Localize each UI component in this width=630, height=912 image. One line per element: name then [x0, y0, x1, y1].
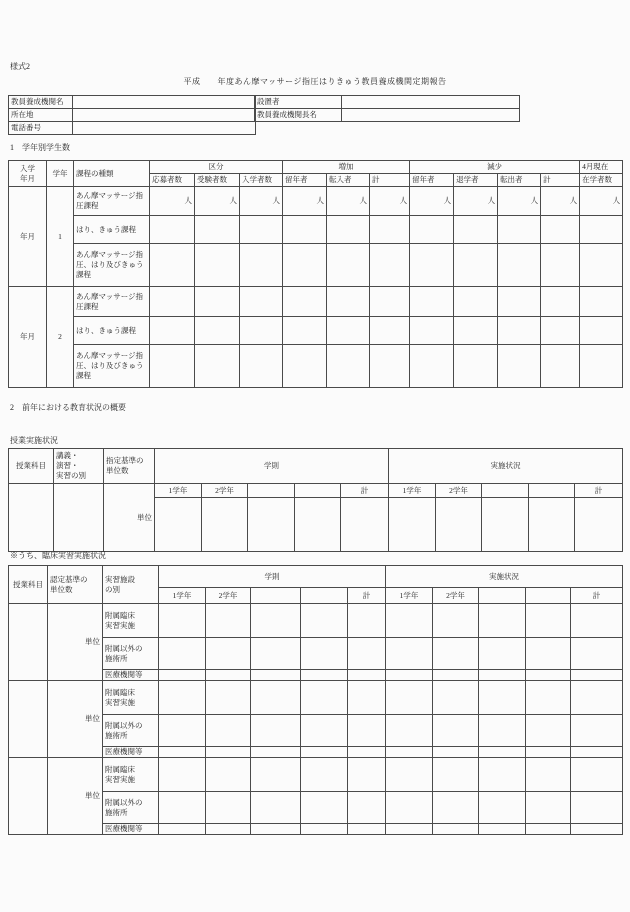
implementation-group-header: 実施状況 — [389, 449, 623, 484]
data-cell — [498, 244, 541, 287]
data-cell — [454, 216, 498, 244]
data-cell — [386, 747, 433, 758]
address-label: 所在地 — [9, 109, 73, 122]
data-cell — [454, 287, 498, 317]
data-cell — [348, 681, 386, 715]
data-cell — [541, 216, 580, 244]
data-cell — [571, 824, 623, 835]
data-cell — [454, 244, 498, 287]
data-cell — [206, 824, 251, 835]
data-cell — [301, 681, 348, 715]
repeaters-out-header: 留年者 — [410, 174, 454, 187]
data-cell — [571, 747, 623, 758]
data-cell — [251, 681, 301, 715]
data-cell — [301, 824, 348, 835]
data-cell — [295, 498, 341, 552]
dropouts-header: 退学者 — [454, 174, 498, 187]
data-cell — [479, 747, 526, 758]
data-cell — [348, 670, 386, 681]
total-header: 計 — [571, 588, 623, 604]
data-cell — [479, 715, 526, 747]
kind-value-cell — [54, 484, 104, 552]
course-type-header: 課程の種類 — [74, 161, 150, 187]
admission-date-header: 入学 年月 — [9, 161, 47, 187]
data-cell — [370, 244, 410, 287]
course-name-cell: はり、きゅう課程 — [74, 317, 150, 345]
data-cell — [386, 758, 433, 792]
data-cell — [301, 758, 348, 792]
data-cell — [283, 216, 327, 244]
course-name-cell: あん摩マッサージ指圧課程 — [74, 287, 150, 317]
data-cell — [159, 670, 206, 681]
facility-nonattached-label: 附属以外の 施術所 — [103, 792, 159, 824]
entrants-header: 入学者数 — [240, 174, 283, 187]
subject-header: 授業科目 — [9, 566, 48, 604]
data-cell — [206, 747, 251, 758]
person-unit-cell: 人 — [498, 187, 541, 216]
data-cell — [482, 498, 529, 552]
data-cell — [283, 244, 327, 287]
data-cell — [433, 604, 479, 638]
data-cell — [348, 604, 386, 638]
data-cell — [526, 670, 571, 681]
repeaters-in-header: 留年者 — [283, 174, 327, 187]
unit-label-cell: 単位 — [48, 758, 103, 835]
empty-subheader-cell — [526, 588, 571, 604]
data-cell — [498, 317, 541, 345]
data-cell — [251, 670, 301, 681]
total-header: 計 — [575, 484, 623, 498]
data-cell — [240, 244, 283, 287]
data-cell — [571, 758, 623, 792]
form-number-label: 様式2 — [10, 62, 30, 71]
person-unit-cell: 人 — [370, 187, 410, 216]
data-cell — [150, 345, 195, 388]
data-cell — [159, 681, 206, 715]
institution-info-table-right — [254, 95, 520, 122]
empty-subheader-cell — [482, 484, 529, 498]
data-cell — [301, 747, 348, 758]
data-cell — [251, 792, 301, 824]
empty-subheader-cell — [301, 588, 348, 604]
school-rules-group-header: 学則 — [155, 449, 389, 484]
facility-medical-label: 医療機関等 — [103, 824, 159, 835]
data-cell — [150, 216, 195, 244]
data-cell — [541, 287, 580, 317]
data-cell — [433, 747, 479, 758]
year2-header: 2学年 — [202, 484, 248, 498]
data-cell — [341, 498, 389, 552]
april-current-header: 4月現在 — [580, 161, 623, 174]
person-unit-cell: 人 — [283, 187, 327, 216]
data-cell — [206, 792, 251, 824]
phone-value — [73, 122, 256, 135]
lecture-kind-header: 講義・ 演習・ 実習の別 — [54, 449, 104, 484]
data-cell — [301, 715, 348, 747]
data-cell — [529, 498, 575, 552]
data-cell — [195, 287, 240, 317]
data-cell — [348, 824, 386, 835]
subject-value-cell — [9, 758, 48, 835]
page-title: 平成 年度あん摩マッサージ指圧はりきゅう教員養成機関定期報告 — [183, 77, 447, 86]
empty-subheader-cell — [295, 484, 341, 498]
data-cell — [580, 287, 623, 317]
data-cell — [327, 216, 370, 244]
data-cell — [571, 638, 623, 670]
data-cell — [251, 758, 301, 792]
decrease-group-header: 減少 — [410, 161, 580, 174]
data-cell — [195, 244, 240, 287]
data-cell — [348, 638, 386, 670]
person-unit-cell: 人 — [580, 187, 623, 216]
data-cell — [571, 604, 623, 638]
org-name-label: 教員養成機関名 — [9, 96, 73, 109]
data-cell — [348, 792, 386, 824]
increase-group-header: 増加 — [283, 161, 410, 174]
data-cell — [348, 747, 386, 758]
data-cell — [251, 747, 301, 758]
data-cell — [571, 681, 623, 715]
data-cell — [327, 345, 370, 388]
data-cell — [526, 604, 571, 638]
year1-header: 1学年 — [159, 588, 206, 604]
total-header: 計 — [341, 484, 389, 498]
data-cell — [541, 244, 580, 287]
data-cell — [327, 287, 370, 317]
data-cell — [370, 216, 410, 244]
year2-header: 2学年 — [436, 484, 482, 498]
facility-attached-label: 附属臨床 実習実施 — [103, 758, 159, 792]
data-cell — [283, 345, 327, 388]
decrease-total-header: 計 — [541, 174, 580, 187]
data-cell — [575, 498, 623, 552]
data-cell — [370, 317, 410, 345]
person-unit-cell: 人 — [150, 187, 195, 216]
empty-subheader-cell — [529, 484, 575, 498]
transfers-in-header: 転入者 — [327, 174, 370, 187]
data-cell — [410, 345, 454, 388]
course-name-cell: はり、きゅう課程 — [74, 216, 150, 244]
data-cell — [251, 715, 301, 747]
empty-subheader-cell — [251, 588, 301, 604]
data-cell — [526, 792, 571, 824]
data-cell — [433, 758, 479, 792]
phone-label: 電話番号 — [9, 122, 73, 135]
founder-value — [342, 96, 520, 109]
data-cell — [240, 216, 283, 244]
facility-nonattached-label: 附属以外の 施術所 — [103, 715, 159, 747]
data-cell — [155, 498, 202, 552]
data-cell — [571, 792, 623, 824]
data-cell — [370, 345, 410, 388]
data-cell — [436, 498, 482, 552]
data-cell — [386, 638, 433, 670]
data-cell — [580, 216, 623, 244]
data-cell — [541, 345, 580, 388]
data-cell — [348, 715, 386, 747]
data-cell — [202, 498, 248, 552]
data-cell — [386, 792, 433, 824]
data-cell — [526, 824, 571, 835]
facility-nonattached-label: 附属以外の 施術所 — [103, 638, 159, 670]
data-cell — [433, 792, 479, 824]
data-cell — [433, 715, 479, 747]
data-cell — [301, 792, 348, 824]
data-cell — [386, 670, 433, 681]
data-cell — [386, 604, 433, 638]
data-cell — [571, 715, 623, 747]
data-cell — [479, 758, 526, 792]
increase-total-header: 計 — [370, 174, 410, 187]
data-cell — [433, 670, 479, 681]
unit-label-cell: 単位 — [48, 604, 103, 681]
data-cell — [386, 824, 433, 835]
data-cell — [410, 244, 454, 287]
data-cell — [248, 498, 295, 552]
founder-label: 設置者 — [255, 96, 342, 109]
clinical-status-table — [8, 565, 623, 835]
data-cell — [206, 670, 251, 681]
data-cell — [206, 638, 251, 670]
total-header: 計 — [348, 588, 386, 604]
data-cell — [206, 715, 251, 747]
applicants-header: 応募者数 — [150, 174, 195, 187]
subject-value-cell — [9, 604, 48, 681]
org-name-value — [73, 96, 256, 109]
data-cell — [571, 670, 623, 681]
data-cell — [159, 747, 206, 758]
data-cell — [498, 345, 541, 388]
data-cell — [389, 498, 436, 552]
data-cell — [498, 287, 541, 317]
data-cell — [251, 604, 301, 638]
data-cell — [479, 824, 526, 835]
director-label: 教員養成機関長名 — [255, 109, 342, 122]
person-unit-cell: 人 — [541, 187, 580, 216]
data-cell — [240, 345, 283, 388]
grade-header: 学年 — [47, 161, 74, 187]
unit-label-cell: 単位 — [48, 681, 103, 758]
class-status-heading: 授業実施状況 — [10, 436, 58, 445]
facility-type-header: 実習施設 の別 — [103, 566, 159, 604]
data-cell — [479, 604, 526, 638]
subject-value-cell — [9, 681, 48, 758]
year1-header: 1学年 — [389, 484, 436, 498]
subject-header: 授業科目 — [9, 449, 54, 484]
data-cell — [251, 638, 301, 670]
data-cell — [526, 715, 571, 747]
data-cell — [410, 216, 454, 244]
category-group-header: 区分 — [150, 161, 283, 174]
person-unit-cell: 人 — [454, 187, 498, 216]
yearmonth-cell: 年月 — [9, 287, 47, 388]
data-cell — [283, 317, 327, 345]
data-cell — [159, 638, 206, 670]
empty-subheader-cell — [479, 588, 526, 604]
data-cell — [206, 681, 251, 715]
data-cell — [348, 758, 386, 792]
section1-heading: 1 学年別学生数 — [10, 143, 70, 152]
year2-header: 2学年 — [433, 588, 479, 604]
class-status-table — [8, 448, 623, 552]
data-cell — [301, 638, 348, 670]
clinical-status-heading: ※うち、臨床実習実施状況 — [10, 551, 106, 560]
year2-header: 2学年 — [206, 588, 251, 604]
data-cell — [251, 824, 301, 835]
data-cell — [301, 604, 348, 638]
data-cell — [159, 715, 206, 747]
data-cell — [498, 216, 541, 244]
implementation-group-header: 実施状況 — [386, 566, 623, 588]
data-cell — [206, 758, 251, 792]
data-cell — [327, 244, 370, 287]
data-cell — [195, 345, 240, 388]
data-cell — [580, 317, 623, 345]
data-cell — [410, 317, 454, 345]
data-cell — [159, 792, 206, 824]
course-name-cell: あん摩マッサージ指圧、はり及びきゅう課程 — [74, 244, 150, 287]
year1-header: 1学年 — [386, 588, 433, 604]
data-cell — [386, 715, 433, 747]
data-cell — [479, 792, 526, 824]
data-cell — [541, 317, 580, 345]
data-cell — [327, 317, 370, 345]
data-cell — [526, 638, 571, 670]
year1-header: 1学年 — [155, 484, 202, 498]
transfers-out-header: 転出者 — [498, 174, 541, 187]
school-rules-group-header: 学則 — [159, 566, 386, 588]
data-cell — [580, 345, 623, 388]
students-table — [8, 160, 623, 388]
data-cell — [454, 345, 498, 388]
course-name-cell: あん摩マッサージ指圧課程 — [74, 187, 150, 216]
data-cell — [580, 244, 623, 287]
data-cell — [479, 638, 526, 670]
data-cell — [195, 216, 240, 244]
data-cell — [159, 604, 206, 638]
data-cell — [206, 604, 251, 638]
yearmonth-cell: 年月 — [9, 187, 47, 287]
director-value — [342, 109, 520, 122]
data-cell — [386, 681, 433, 715]
data-cell — [150, 287, 195, 317]
data-cell — [433, 638, 479, 670]
enrolled-header: 在学者数 — [580, 174, 623, 187]
data-cell — [195, 317, 240, 345]
address-value — [73, 109, 256, 122]
person-unit-cell: 人 — [195, 187, 240, 216]
grade1-cell: 1 — [47, 187, 74, 287]
data-cell — [159, 758, 206, 792]
data-cell — [433, 824, 479, 835]
data-cell — [240, 317, 283, 345]
person-unit-cell: 人 — [327, 187, 370, 216]
course-name-cell: あん摩マッサージ指圧、はり及びきゅう課程 — [74, 345, 150, 388]
data-cell — [454, 317, 498, 345]
facility-attached-label: 附属臨床 実習実施 — [103, 604, 159, 638]
data-cell — [479, 681, 526, 715]
facility-medical-label: 医療機関等 — [103, 747, 159, 758]
data-cell — [240, 287, 283, 317]
facility-attached-label: 附属臨床 実習実施 — [103, 681, 159, 715]
data-cell — [410, 287, 454, 317]
empty-subheader-cell — [248, 484, 295, 498]
grade2-cell: 2 — [47, 287, 74, 388]
data-cell — [370, 287, 410, 317]
person-unit-cell: 人 — [240, 187, 283, 216]
subject-value-cell — [9, 484, 54, 552]
unit-label-cell: 単位 — [104, 484, 155, 552]
data-cell — [283, 287, 327, 317]
examinees-header: 受験者数 — [195, 174, 240, 187]
standard-units-header: 認定基準の 単位数 — [48, 566, 103, 604]
person-unit-cell: 人 — [410, 187, 454, 216]
facility-medical-label: 医療機関等 — [103, 670, 159, 681]
data-cell — [526, 747, 571, 758]
data-cell — [433, 681, 479, 715]
data-cell — [479, 670, 526, 681]
data-cell — [526, 758, 571, 792]
institution-info-table-left — [8, 95, 256, 135]
data-cell — [150, 244, 195, 287]
data-cell — [301, 670, 348, 681]
standard-units-header: 指定基準の 単位数 — [104, 449, 155, 484]
data-cell — [159, 824, 206, 835]
section2-heading: 2 前年における教育状況の概要 — [10, 403, 126, 412]
data-cell — [150, 317, 195, 345]
data-cell — [526, 681, 571, 715]
